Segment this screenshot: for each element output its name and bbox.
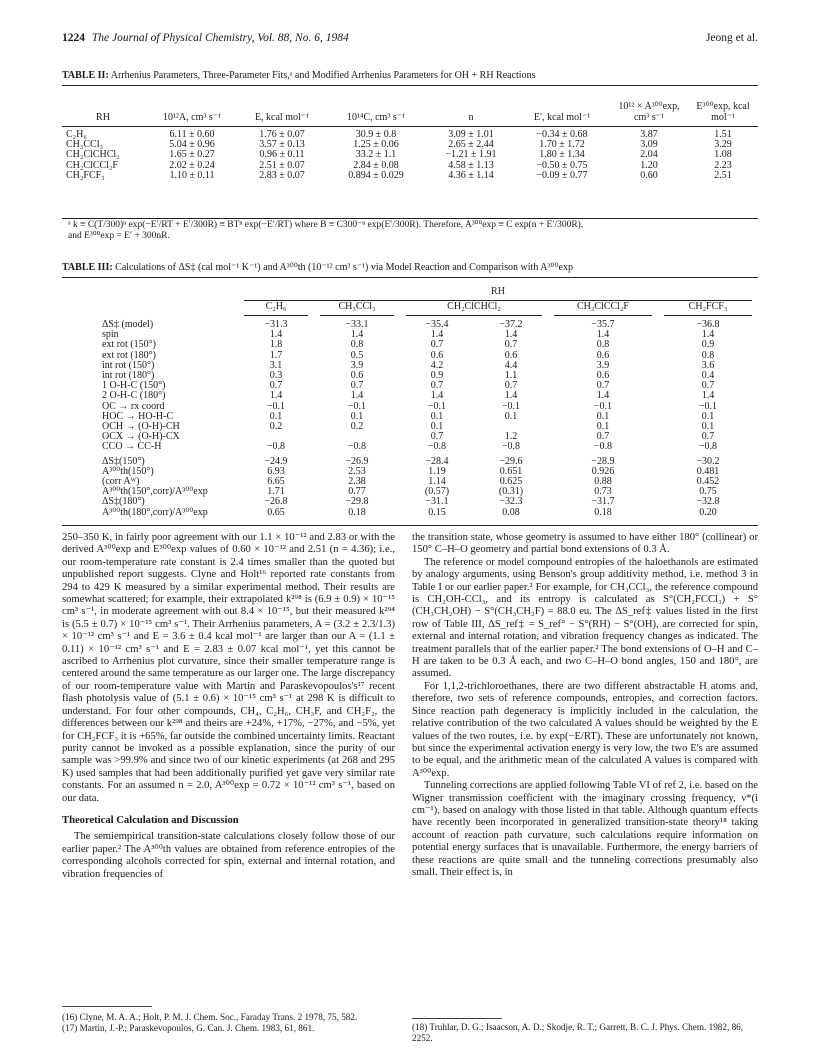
row-label: int rot (180°) [102,370,155,382]
table-cell: 0.6 [596,370,610,382]
table-cell: 2.04 [640,149,658,161]
table-cell: CH₂ClCCl₂F [66,159,118,171]
table-cell: −0.1 [501,400,521,412]
right-footnote-rule [412,1018,502,1019]
table-cell: 2.38 [348,476,366,488]
table-row [62,391,758,401]
table-cell: 1.19 [428,465,446,477]
table-cell: −0.8 [593,441,613,453]
table-cell: 0.60 [640,169,658,181]
table-cell: (0.57) [424,486,450,498]
footnote-16: (16) Clyne, M. A. A.; Holt, P. M. J. Chem. Soc., Faraday Trans. 2 1978, 75, 582. [62,1012,358,1022]
table-cell: 1.65 ± 0.27 [169,149,215,161]
table-cell: 4.2 [430,359,444,371]
table-cell: 0.77 [348,486,366,498]
row-label: A³⁰⁰th(150°) [102,465,154,477]
table-cell: 0.7 [269,380,283,392]
table-cell: −0.8 [427,441,447,453]
table3-group-header: RH [244,286,752,301]
table-cell: 3.29 [714,139,732,151]
table-cell: −33.1 [345,319,369,330]
table-cell: 0.1 [701,410,715,422]
row-label: OCH → (O-H)-CH [102,421,180,433]
row-label: HOC → HO-H-C [102,410,174,422]
table-cell: 2.51 [714,169,732,181]
row-label: (corr Aᵂ) [102,476,140,488]
table-cell: 0.8 [596,339,610,351]
table-cell: 0.9 [701,339,715,351]
table2-col-header: E³⁰⁰exp, kcal mol⁻¹ [688,102,758,127]
table2-footnote-line2: and E³⁰⁰exp = E′ + 300nR. [68,231,170,241]
table-cell: −1.21 ± 1.91 [445,149,497,161]
table3-group-row [62,286,758,301]
table-row [62,432,758,442]
left-footnotes [62,1012,395,1034]
table-cell: 2.65 ± 2.44 [448,139,494,151]
right-footnotes [412,1022,758,1044]
table-cell: 1.4 [596,329,610,341]
table-cell: 3.09 [640,139,658,151]
left-text-column [62,532,395,881]
table-row [62,453,758,467]
table-cell: 1.8 [269,339,283,351]
table-row [62,316,758,330]
table-cell: (0.31) [498,486,524,498]
table3-body [62,316,758,518]
table-cell: 30.9 ± 0.8 [355,129,397,140]
table-cell: 0.6 [596,349,610,361]
table-cell: 0.75 [699,486,717,498]
table-cell: 1.4 [269,390,283,402]
row-label: ext rot (150°) [102,339,156,351]
table-cell: −29.6 [499,455,523,467]
table3-caption-text: Calculations of ΔS‡ (cal mol⁻¹ K⁻¹) and A³⁰⁰th (10⁻¹² cm³ s⁻¹) via Model Reaction and Comparison with A³⁰⁰exp [115,262,573,273]
table-cell: 1.20 [640,159,658,171]
table-cell: −29.8 [345,496,369,508]
table2-col-header: 10¹² × A³⁰⁰exp, cm³ s⁻¹ [610,102,688,127]
journal-citation: The Journal of Physical Chemistry, Vol. 88, No. 6, 1984 [91,32,349,44]
right-text-column [412,532,758,879]
table3-compound-header: C₂H₆ [244,301,308,316]
table-cell: 1.7 [269,349,283,361]
table-row [62,340,758,350]
table3-compound-header: CH₂FCF₃ [664,301,752,316]
table-cell: 1.14 [428,476,446,488]
table-cell: 0.452 [696,476,720,488]
table-cell: 1.25 ± 0.06 [353,139,399,151]
table-cell: 0.7 [701,380,715,392]
table-cell: 6.93 [267,465,285,477]
table-cell: 1.10 ± 0.11 [169,169,215,181]
table3-caption [62,262,758,273]
table2-footnote-line1: ᵃ k ≡ C(T/300)ⁿ exp(−E′/RT + E′/300R) ≡ BTⁿ exp(−E′/RT) where B ≡ C300⁻ⁿ exp(E′/300R). Therefore, A³⁰⁰exp ≡ C exp(n + E′/300R), [68,220,584,230]
row-label: int rot (150°) [102,359,155,371]
row-label: A³⁰⁰th(180°,corr)/A³⁰⁰exp [102,506,208,518]
table-cell: 0.7 [504,339,518,351]
table-cell: 4.4 [504,359,518,371]
table-row [62,330,758,340]
table-cell: 0.7 [596,431,610,443]
table3-top-rule [62,277,758,278]
table-cell: 0.6 [430,349,444,361]
table2-col-header: n [428,102,514,127]
row-label: OCX → (O-H)-CX [102,431,180,443]
table-cell: 0.5 [350,349,364,361]
table-cell: −31.3 [264,319,288,330]
table-cell: 6.65 [267,476,285,488]
table-cell: −0.50 ± 0.75 [536,159,588,171]
table-cell: 0.7 [430,339,444,351]
table-cell: 1.76 ± 0.07 [259,129,305,140]
table-cell: −24.9 [264,455,288,467]
table-cell: 4.36 ± 1.14 [448,169,494,181]
table2-top-rule [62,85,758,86]
row-label: 2 O-H-C (180°) [102,390,166,402]
table-cell: 0.9 [430,370,444,382]
table-cell: −0.1 [347,400,367,412]
table-cell: 1.2 [504,431,518,443]
table3-compound-header: CH₂ClCCl₂F [554,301,652,316]
table3-compound-header: CH₃CCl₃ [320,301,394,316]
row-label: CCO → CC-H [102,441,162,453]
table-cell: −0.09 ± 0.77 [536,169,588,181]
table-cell: 0.96 ± 0.11 [259,149,305,161]
footnote-18: (18) Truhlar, D. G.; Isaacson, A. D.; Skodje, R. T.; Garrett, B. C. J. Phys. Chem. 1982, 86, 2252. [412,1022,744,1043]
left-paragraph-2: The semiempirical transition-state calculations closely follow those of our earlier paper.² The A³⁰⁰th values are obtained from reference entropies of the corresponding alcohols corrected for spin, external and internal rotation, and vibration frequencies of [62,831,395,880]
table-cell: CH₃CCl₃ [66,139,103,151]
table-cell: −36.8 [696,319,720,330]
table-row [62,361,758,371]
row-label: spin [102,329,119,341]
table-cell: 1.51 [714,129,732,140]
table-cell: −28.4 [425,455,449,467]
table-cell: 1.71 [267,486,285,498]
table-cell: 1.1 [504,370,518,382]
row-label: ext rot (180°) [102,349,156,361]
table-row [62,351,758,361]
table-cell: 6.11 ± 0.60 [169,129,215,140]
table-cell: 2.83 ± 0.07 [259,169,305,181]
table-cell: 0.651 [499,465,523,477]
left-footnote-rule [62,1006,152,1007]
table-cell: −26.9 [345,455,369,467]
table-cell: 0.08 [502,506,520,518]
table-cell: C₂H₆ [66,129,87,140]
table2-col-header: E′, kcal mol⁻¹ [514,102,610,127]
table-cell: 0.1 [596,421,610,433]
table-row [62,371,758,381]
table-cell: 0.894 ± 0.029 [348,169,404,181]
running-header [62,32,758,48]
table-cell: 2.53 [348,465,366,477]
running-authors: Jeong et al. [705,32,758,44]
table-cell: −31.7 [591,496,615,508]
table-cell: −0.1 [698,400,718,412]
table-cell: 1.4 [350,390,364,402]
table-cell: 5.04 ± 0.96 [169,139,215,151]
table-cell: 1.4 [504,329,518,341]
table-cell: −31.1 [425,496,449,508]
right-paragraph-4: Tunneling corrections are applied following Table VI of ref 2, i.e. based on the Wigner transmission coefficient with the imaginary crossing frequency, ν*(i cm⁻¹), based on analogy with those listed in that table. Although quantum effects have recently been incorporated in generalized transition-state theory¹⁸ taking account of reaction path curvature, such calculations require information on potential energy surfaces that is unavailable. Furthermore, the energy barriers of these reactions are quite small and the tunneling corrections presumably also small. Their effect is, in [412,780,758,878]
table-row [62,467,758,477]
section-heading: Theoretical Calculation and Discussion [62,814,239,826]
table-cell: 0.481 [696,465,720,477]
table3 [62,286,758,518]
right-paragraph-2: The reference or model compound entropies of the haloethanols are estimated by analogy arguments, using Benson's group additivity method, i.e. method 3 in Table I or our earlier paper.² For example, for CH₃CCl₃, the reference compound is CH₂OH-CCl₃, and its entropy is calculated as S°(CH₂FCCl₃) + S°(CH₃CH₂OH) − S°(CH₃CH₂F) = 88.0 eu. The ΔS_ref‡ values listed in the first row of Table III, ΔS_ref‡ = S_ref° − S°(RH) − S°(OH), are corrected for spin, external and internal rotation, and vibration frequency changes as indicated. The treatment parallels that of the earlier paper.² The bond extensions of O–H and C–H are taken to be 0.3 Å each, and two C–H–O bond angles, 150 and 180°, are assumed. [412,556,758,680]
table3-compound-row [62,301,758,316]
table-cell: 3.6 [701,359,715,371]
table-cell: 0.88 [594,476,612,488]
table-cell: 3.9 [596,359,610,371]
table-cell: −32.3 [499,496,523,508]
row-label: ΔS‡(150°) [102,455,145,467]
table-cell: 2.84 ± 0.08 [353,159,399,171]
table-row [62,381,758,391]
table-cell: 0.1 [701,421,715,433]
table-cell: 1.08 [714,149,732,161]
table-cell: −26.8 [264,496,288,508]
table-cell: 3.09 ± 1.01 [448,129,494,140]
table2-bottom-rule [62,218,758,219]
table2-col-header: 10¹²A, cm³ s⁻¹ [144,102,240,127]
table-cell: −37.2 [499,319,523,330]
table-cell: −35.7 [591,319,615,330]
table-cell: 0.7 [701,431,715,443]
table-cell: 0.2 [350,421,364,433]
table-cell: 1.70 ± 1.72 [539,139,585,151]
table-cell: 1.4 [350,329,364,341]
table-cell: −0.8 [347,441,367,453]
table-cell: 1.4 [701,329,715,341]
table2-col-header: E, kcal mol⁻¹ [240,102,324,127]
table-cell: 0.7 [350,380,364,392]
table2-caption-text: Arrhenius Parameters, Three-Parameter Fits,ᵃ and Modified Arrhenius Parameters for OH + RH Reactions [110,70,536,81]
table2-footnote [62,220,758,242]
table-cell: 1.4 [596,390,610,402]
table2-col-header: 10¹⁴C, cm³ s⁻¹ [324,102,428,127]
table-cell: −0.1 [266,400,286,412]
table-cell: 1.4 [430,390,444,402]
table-row [62,127,758,141]
table-cell: −0.34 ± 0.68 [536,129,588,140]
table-cell: 3.87 [640,129,658,140]
table-cell: 0.1 [504,410,518,422]
table-cell: −28.9 [591,455,615,467]
table-cell: 0.15 [428,506,446,518]
table-cell: −0.8 [266,441,286,453]
table-cell: −0.8 [698,441,718,453]
page-number: 1224 [62,32,85,44]
table-cell: 0.1 [430,410,444,422]
table-cell: 1.4 [701,390,715,402]
table-cell: 3.9 [350,359,364,371]
table-cell: −0.8 [501,441,521,453]
table-cell: 33.2 ± 1.1 [355,149,397,161]
table3-compound-header: CH₂ClCHCl₂ [406,301,542,316]
left-paragraph-1: 250–350 K, in fairly poor agreement with our 1.1 × 10⁻¹² and 2.83 or with the derived A³⁰⁰exp and E³⁰⁰exp values of 0.60 × 10⁻¹² and 2.51 (n = 4.36); i.e., our room-temperature rate constant is 2.4 times smaller than the quoted but unpublished report suggests. Clyne and Holt¹⁶ reported rate constants from 294 to 429 K measured by a similar experimental method. Their results are somewhat scattered; for example, their extrapolated k²⁹⁸ is (6.9 ± 0.9) × 10⁻¹⁵ cm³ s⁻¹, in moderate agreement with out 8.4 × 10⁻¹⁵, but their measured k²⁹⁴ is (5.5 ± 0.7) × 10⁻¹⁵ cm³ s⁻¹. Their Arrhenius parameters, A = (3.2 ± 2.3/1.3) × 10⁻¹² cm³ s⁻¹ and E = 3.6 ± 0.4 kcal mol⁻¹ are larger than our A = (1.1 ± 0.11) × 10⁻¹² cm³ s⁻¹ and E = 2.83 ± 0.07 kcal mol⁻¹, yet this cannot be ascribed to Arrhenius plot curvature, since their smaller temperature range is centered around the same temperature as our larger one. The large discrepancy of our room-temperature value with Martin and Paraskevopoulos's¹⁷ recent flash photolysis value of (5.1 ± 0.6) × 10⁻¹⁵ cm³ s⁻¹ at 298 K is difficult to understand. For four other compounds, CH₄, C₂H₆, CH₃F, and CH₂F₂, the differences between our k²⁹⁸ and theirs are +24%, +17%, −27%, and −5%, yet for CH₂FCF₃ it is +65%, far outside the combined uncertainty limits. Reactant purity cannot be invoked as a possible explanation, since the purity of our sample was >99.9% and since two of our kinetic experiments (at 268 and 295 K) used samples that had been additionally purified yet gave very similar rate constants. For an assumed n = 2.0, A³⁰⁰exp = 0.72 × 10⁻¹² cm³ s⁻¹, based on our data. [62,532,395,804]
table-cell: −30.2 [696,455,720,467]
table-cell: 0.18 [594,506,612,518]
table-cell: 0.625 [499,476,523,488]
table-cell: 0.1 [269,410,283,422]
table-cell: 0.20 [699,506,717,518]
right-paragraph-3: For 1,1,2-trichloroethanes, there are two different abstractable H atoms and, therefore, two sets of reference compounds, entropies, and correction factors. Since reaction path degeneracy is implicitly included in the calculation, the relative contribution of the two calculated A values should be weighted by the E values of the two routes, i.e. by exp(−E/RT). These are unfortunately not known, but since the experimental activation energy is very low, the two E's are assumed to be equal, and the arithmetic mean of the calculated A values is compared with A³⁰⁰exp. [412,680,758,779]
table-cell: 3.57 ± 0.13 [259,139,305,151]
table-row [62,508,758,518]
table-cell: CH₂ClCHCl₂ [66,149,120,161]
table-cell: 0.73 [594,486,612,498]
table-cell: −35.4 [425,319,449,330]
table-cell: 0.18 [348,506,366,518]
table-cell: 3.1 [269,359,283,371]
table-cell: 0.3 [269,370,283,382]
table-cell: −0.1 [427,400,447,412]
right-paragraph-1: the transition state, whose geometry is assumed to have either 180° (collinear) or 150° C–H–O geometry and partial bond extensions of 0.3 Å. [412,532,758,556]
table3-stub-header [62,301,238,316]
table-cell: 0.1 [430,421,444,433]
table-cell: 2.51 ± 0.07 [259,159,305,171]
table-cell: 1.4 [269,329,283,341]
table2 [62,102,758,181]
table2-caption [62,70,758,81]
table-cell: 0.6 [504,349,518,361]
table-cell: 0.2 [269,421,283,433]
table-cell: 1.80 ± 1.34 [539,149,585,161]
table-cell: 1.4 [430,329,444,341]
table-cell: −32.8 [696,496,720,508]
table-row [62,171,758,181]
table-cell: 0.7 [504,380,518,392]
row-label: ΔS‡ (model) [102,319,154,330]
table-cell: 0.65 [267,506,285,518]
table-cell: 0.7 [596,380,610,392]
table-cell: 1.4 [504,390,518,402]
table-cell: −0.1 [593,400,613,412]
footnote-17: (17) Martin, J.-P.; Paraskevopoulos, G. Can. J. Chem. 1983, 61, 861. [62,1023,315,1033]
table2-header-row [62,102,758,127]
table-cell: 2.23 [714,159,732,171]
table3-bottom-rule [62,525,758,526]
table-cell: 0.1 [596,410,610,422]
table-row [62,487,758,497]
table-cell: 0.4 [701,370,715,382]
row-label: ΔS‡(180°) [102,496,145,508]
table-cell: 4.58 ± 1.13 [448,159,494,171]
table-cell: CH₂FCF₃ [66,169,105,181]
table2-label: TABLE II: [62,70,109,81]
table3-label: TABLE III: [62,262,113,273]
table-row [62,442,758,452]
table2-col-header: RH [62,102,144,127]
table-cell: 0.8 [350,339,364,351]
table-cell: 0.8 [701,349,715,361]
table-cell: 0.1 [350,410,364,422]
row-label: A³⁰⁰th(150°,corr)/A³⁰⁰exp [102,486,208,498]
table-cell: 0.6 [350,370,364,382]
row-label: OC → rx coord [102,400,165,412]
table2-body [62,127,758,182]
table-cell: 2.02 ± 0.24 [169,159,215,171]
table-cell: 0.926 [591,465,615,477]
table-cell: 0.7 [430,380,444,392]
table-cell: 0.7 [430,431,444,443]
row-label: 1 O-H-C (150°) [102,380,166,392]
